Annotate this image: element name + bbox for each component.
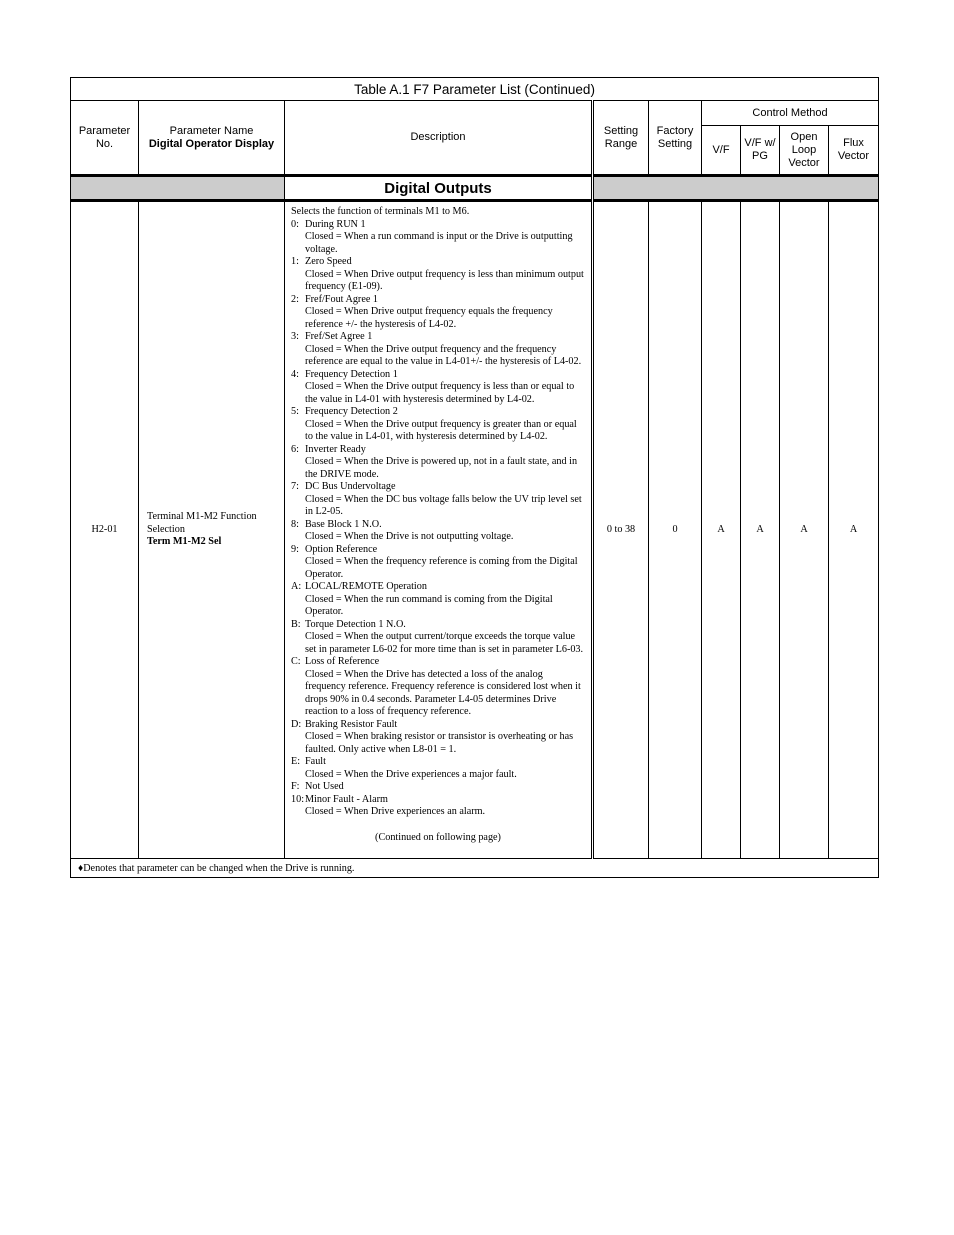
option-label: Option Reference [305,543,378,555]
vf-cell: A [702,201,741,859]
option-item [291,219,585,257]
header-setting-range: Setting Range [593,101,649,176]
option-detail: Closed = When the Drive has detected a loss of the analog frequency reference. Frequency reference is considered lost when it drops 90% in 0.4 seconds. Parameter L4-05 determines Drive reaction to a loss of frequency reference. [305,668,581,717]
table-row [71,201,879,859]
olv-cell: A [780,201,829,859]
option-detail: Closed = When Drive experiences an alarm. [305,806,486,817]
description-cell [285,201,593,859]
option-label: Fault [305,756,326,767]
option-label: Minor Fault - Alarm [305,793,388,805]
option-detail: Closed = When the frequency reference is coming from the Digital Operator. [305,556,578,580]
option-code: C: [291,656,301,667]
option-label: Torque Detection 1 N.O. [305,618,406,630]
flux-cell: A [829,201,879,859]
option-detail: Closed = When the DC bus voltage falls below the UV trip level set in L2-05. [305,493,582,517]
option-item [291,444,585,482]
option-item [291,619,585,657]
param-no-cell: H2-01 [71,201,139,859]
option-label: Base Block 1 N.O. [305,518,382,530]
vf-pg-cell: A [741,201,780,859]
option-label: Fref/Set Agree 1 [305,331,373,342]
option-item [291,656,585,719]
header-flux: Flux Vector [829,126,879,176]
option-label: Frequency Detection 2 [305,406,398,417]
option-code: 10: [291,793,305,805]
header-factory-setting: Factory Setting [649,101,702,176]
header-vf-pg: V/F w/ PG [741,126,780,176]
header-control-method: Control Method [702,101,879,126]
header-param-name [139,101,285,176]
option-item [291,331,585,369]
option-detail: Closed = When the Drive is not outputting voltage. [305,531,514,542]
option-item [291,481,585,519]
parameter-table [70,77,879,878]
param-name-cell [139,201,285,859]
option-label: Braking Resistor Fault [305,718,398,730]
option-label: LOCAL/REMOTE Operation [305,581,427,592]
option-item [291,369,585,407]
option-detail: Closed = When the Drive output frequency is greater than or equal to the value in L4-01, with hysteresis determined by L4-02. [305,418,577,442]
option-label: Fref/Fout Agree 1 [305,293,378,305]
option-code: 4: [291,368,299,380]
option-item [291,256,585,294]
option-item [291,544,585,582]
option-item [291,781,585,794]
option-label: During RUN 1 [305,218,366,230]
description-intro: Selects the function of terminals M1 to M6. [291,206,470,217]
option-detail: Closed = When the Drive is powered up, not in a fault state, and in the DRIVE mode. [305,456,578,480]
header-vf: V/F [702,126,741,176]
option-label: Zero Speed [305,256,352,267]
option-detail: Closed = When the run command is coming from the Digital Operator. [305,593,553,617]
option-detail: Closed = When the Drive output frequency is less than or equal to the value in L4-01 with hysteresis determined by L4-02. [305,381,575,405]
option-label: Frequency Detection 1 [305,368,398,380]
section-bar-left [71,176,285,201]
option-item [291,581,585,619]
option-code: E: [291,756,301,767]
continued-note: (Continued on following page) [375,831,501,843]
option-code: 3: [291,331,299,342]
option-code: 6: [291,443,299,455]
section-title: Digital Outputs [285,176,593,201]
option-code: A: [291,581,302,592]
setting-range-cell: 0 to 38 [593,201,649,859]
option-detail: Closed = When Drive output frequency equals the frequency reference +/- the hysteresis of L4-02. [305,306,553,330]
option-detail: Closed = When braking resistor or transistor is overheating or has faulted. Only active when L8-01 = 1. [305,731,574,755]
header-param-name-sub: Digital Operator Display [148,137,275,150]
option-code: D: [291,718,302,730]
option-code: 5: [291,406,299,417]
header-olv: Open Loop Vector [780,126,829,176]
option-item [291,294,585,332]
option-list [291,219,585,819]
footnote: ♦Denotes that parameter can be changed when the Drive is running. [71,859,879,878]
option-label: DC Bus Undervoltage [305,481,396,492]
option-code: 2: [291,293,299,305]
section-bar-right [593,176,879,201]
option-label: Not Used [305,781,344,792]
option-label: Inverter Ready [305,443,366,455]
option-item [291,794,585,819]
option-item [291,719,585,757]
header-param-no: Parameter No. [71,101,139,176]
option-item [291,756,585,781]
option-detail: Closed = When the output current/torque exceeds the torque value set in parameter L6-02 for more time than is set in parameter L6-03. [305,631,584,655]
param-name: Terminal M1-M2 Function Selection [147,511,257,535]
option-code: 1: [291,256,299,267]
option-code: B: [291,618,301,630]
option-detail: Closed = When the Drive output frequency and the frequency reference are equal to the value in L4-01+/- the hysteresis of L4-02. [305,343,582,367]
header-param-name-label: Parameter Name [169,124,254,137]
option-code: F: [291,781,300,792]
option-code: 7: [291,481,299,492]
option-label: Loss of Reference [305,656,380,667]
option-detail: Closed = When Drive output frequency is less than minimum output frequency (E1-09). [305,268,584,292]
option-code: 8: [291,518,299,530]
header-description: Description [285,101,593,176]
option-code: 9: [291,543,299,555]
option-detail: Closed = When the Drive experiences a major fault. [305,768,517,780]
option-code: 0: [291,218,299,230]
param-display: Term M1-M2 Sel [147,536,222,548]
factory-setting-cell: 0 [649,201,702,859]
option-detail: Closed = When a run command is input or the Drive is outputting voltage. [305,231,573,255]
option-item [291,519,585,544]
option-item [291,406,585,444]
table-title: Table A.1 F7 Parameter List (Continued) [71,78,879,101]
